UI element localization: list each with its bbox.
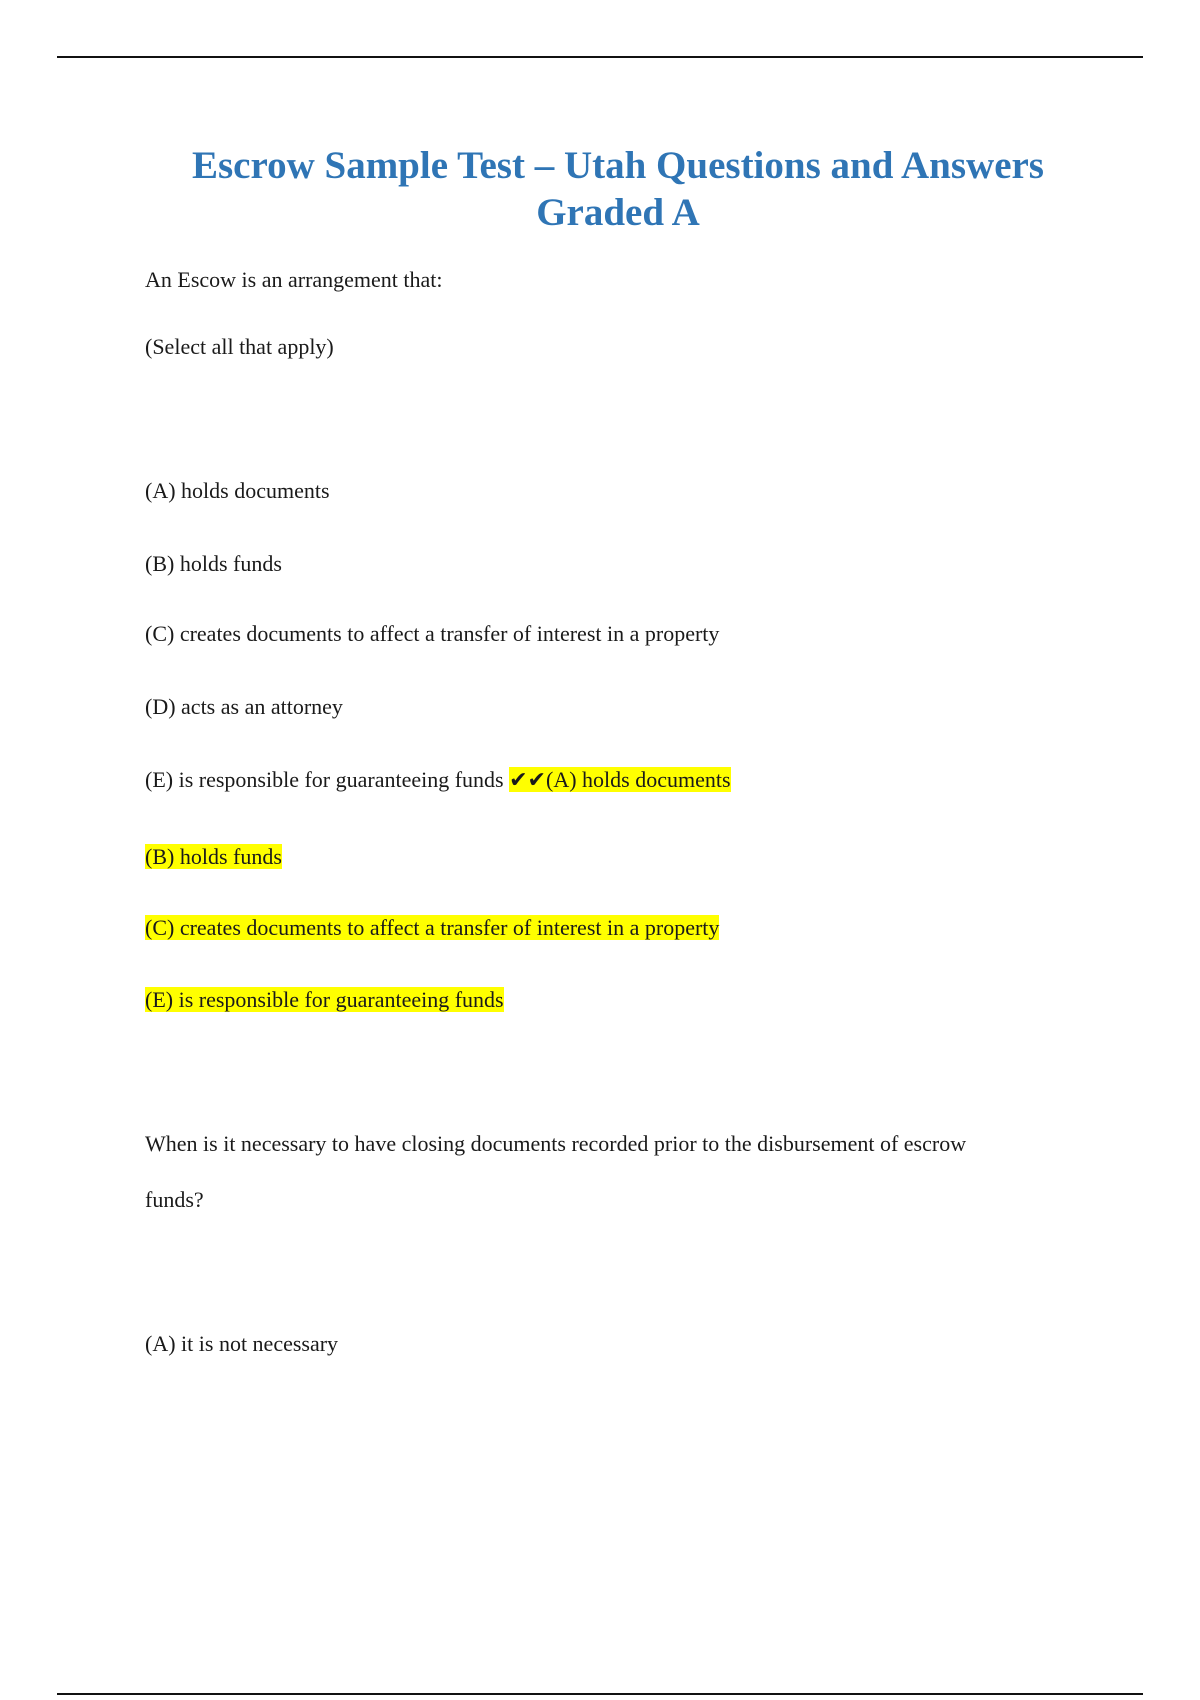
question-1-option-e-line: [145, 766, 731, 794]
question-2-option-a: (A) it is not necessary: [145, 1331, 339, 1356]
header-rule: [57, 56, 1143, 58]
question-1-option-e: (E) is responsible for guaranteeing funds: [145, 767, 504, 792]
question-1-instruction: (Select all that apply): [145, 334, 334, 359]
answer-checkmark-icon: ✔✔: [509, 767, 546, 792]
question-1-option-b: (B) holds funds: [145, 551, 282, 576]
answer-c-line: [145, 914, 719, 942]
answer-e-line: [145, 986, 504, 1014]
question-2-prompt-line-1: When is it necessary to have closing documents recorded prior to the disbursement of escrow: [145, 1131, 967, 1156]
answer-e: (E) is responsible for guaranteeing funds: [145, 987, 504, 1012]
answer-highlight-a: [509, 767, 730, 792]
question-1-option-a: (A) holds documents: [145, 478, 330, 503]
answer-b-line: [145, 843, 282, 871]
question-2-prompt-line-2: funds?: [145, 1187, 204, 1212]
document-title: [120, 142, 1116, 236]
question-1-option-d: (D) acts as an attorney: [145, 694, 343, 719]
answer-a: (A) holds documents: [546, 767, 731, 792]
footer-rule: [57, 1693, 1143, 1695]
question-1-prompt: An Escow is an arrangement that:: [145, 267, 443, 292]
title-line-1: Escrow Sample Test – Utah Questions and Answers: [191, 144, 1044, 187]
answer-b: (B) holds funds: [145, 844, 282, 869]
title-line-2: Graded A: [536, 191, 700, 234]
question-1-option-c: (C) creates documents to affect a transfer of interest in a property: [145, 621, 720, 646]
answer-c: (C) creates documents to affect a transfer of interest in a property: [145, 915, 720, 940]
